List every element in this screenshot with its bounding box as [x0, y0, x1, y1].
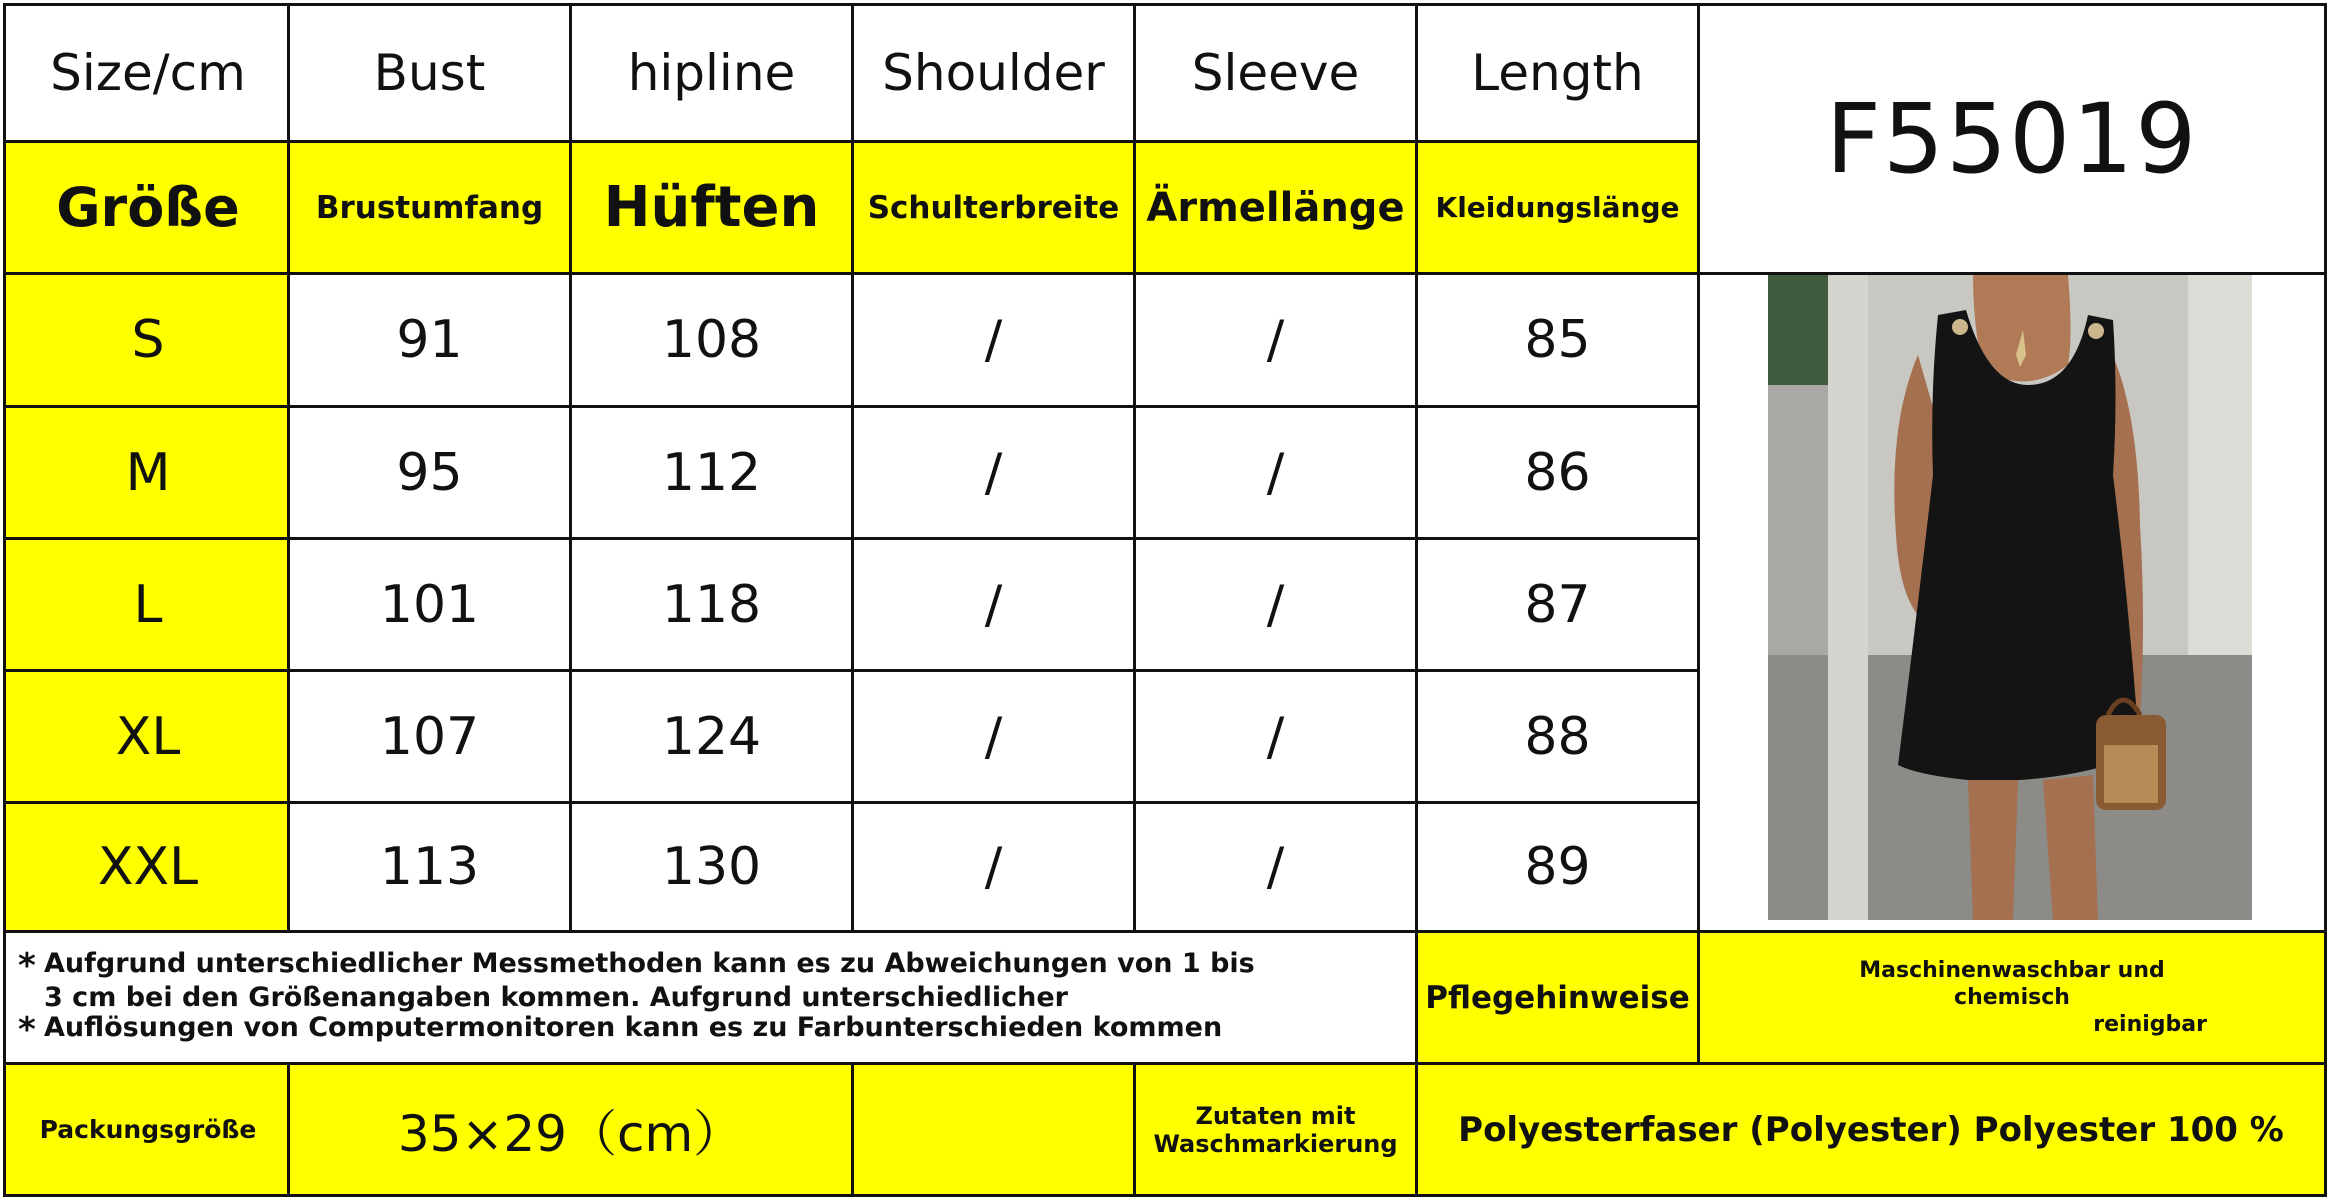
ingredients-line-1: Zutaten mit — [1195, 1101, 1356, 1130]
cell-length — [1415, 405, 1700, 540]
cell-shoulder — [851, 405, 1136, 540]
product-photo — [1768, 275, 2252, 920]
cell-sleeve — [1133, 537, 1418, 672]
note-line-2 — [18, 983, 1255, 1013]
german-header-length — [1415, 140, 1700, 275]
ingredients-line-2: Waschmarkierung — [1153, 1129, 1398, 1158]
header-hipline-text: hipline — [627, 44, 796, 102]
note-star-2: * — [18, 1009, 36, 1050]
cell-sleeve — [1133, 272, 1418, 408]
cell-sleeve-text: / — [1266, 837, 1285, 897]
cell-hipline — [569, 669, 854, 804]
cell-shoulder — [851, 801, 1136, 933]
cell-bust-text: 95 — [396, 442, 463, 503]
note-line-3-text: Auflösungen von Computermonitoren kann es zu Farbunterschieden kommen — [44, 1011, 1223, 1043]
cell-length-text: 85 — [1524, 310, 1591, 370]
packing-label — [3, 1062, 293, 1197]
note-line-3 — [18, 1009, 1255, 1050]
german-header-sleeve — [1133, 140, 1418, 275]
dress-illustration — [1768, 275, 2252, 920]
table-row-size — [3, 405, 293, 540]
material-text: Polyesterfaser (Polyester) Polyester 100 % — [1458, 1109, 2284, 1150]
cell-hipline — [569, 272, 854, 408]
care-text — [1817, 957, 2207, 1038]
cell-sleeve — [1133, 801, 1418, 933]
header-length — [1415, 3, 1700, 143]
packing-size — [287, 1062, 854, 1197]
cell-length-text: 88 — [1524, 706, 1591, 767]
german-header-shoulder — [851, 140, 1136, 275]
cell-shoulder-text: / — [984, 837, 1003, 897]
cell-hipline-text: 108 — [661, 310, 762, 370]
cell-bust — [287, 801, 572, 933]
cell-bust-text: 91 — [396, 310, 463, 370]
header-bust — [287, 3, 572, 143]
cell-bust — [287, 669, 572, 804]
header-bust-text: Bust — [373, 44, 486, 102]
cell-size: XL — [115, 706, 181, 767]
cell-length — [1415, 272, 1700, 408]
cell-sleeve — [1133, 669, 1418, 804]
header-shoulder-text: Shoulder — [882, 44, 1105, 102]
cell-shoulder-text: / — [984, 310, 1003, 370]
german-header-sleeve-text: Ärmellänge — [1146, 184, 1405, 231]
cell-shoulder — [851, 537, 1136, 672]
note-line-1-text: Aufgrund unterschiedlicher Messmethoden kann es zu Abweichungen von 1 bis — [44, 947, 1255, 979]
header-hipline — [569, 3, 854, 143]
cell-sleeve — [1133, 405, 1418, 540]
cell-size: XXL — [97, 837, 199, 897]
ingredients-label — [1133, 1062, 1418, 1197]
cell-bust-text: 107 — [379, 706, 480, 767]
cell-hipline-text: 118 — [661, 574, 762, 635]
cell-shoulder — [851, 272, 1136, 408]
cell-sleeve-text: / — [1266, 442, 1285, 503]
german-header-shoulder-text: Schulterbreite — [867, 189, 1120, 226]
note-star-1: * — [18, 945, 36, 986]
care-label-text: Pflegehinweise — [1425, 979, 1690, 1016]
header-shoulder — [851, 3, 1136, 143]
care-line-2: reinigbar — [2093, 1012, 2207, 1037]
cell-length — [1415, 669, 1700, 804]
note-line-2-text: 3 cm bei den Größenangaben kommen. Aufgrund unterschiedlicher — [44, 981, 1068, 1013]
ingredients-text — [1153, 1102, 1397, 1158]
cell-shoulder-text: / — [984, 574, 1003, 635]
cell-length — [1415, 801, 1700, 933]
note-text — [18, 945, 1255, 1050]
product-code — [1697, 3, 2327, 275]
table-row-size — [3, 801, 293, 933]
cell-sleeve-text: / — [1266, 310, 1285, 370]
cell-shoulder — [851, 669, 1136, 804]
cell-shoulder-text: / — [984, 442, 1003, 503]
table-row-size — [3, 537, 293, 672]
cell-sleeve-text: / — [1266, 574, 1285, 635]
header-sleeve-text: Sleeve — [1191, 44, 1360, 102]
cell-bust — [287, 272, 572, 408]
packing-label-text: Packungsgröße — [39, 1115, 257, 1144]
cell-size: S — [131, 310, 165, 370]
care-instructions — [1697, 930, 2327, 1065]
german-header-length-text: Kleidungslänge — [1435, 191, 1680, 224]
product-code-text: F55019 — [1825, 83, 2199, 195]
cell-size: L — [133, 574, 163, 635]
cell-bust-text: 113 — [379, 837, 480, 897]
cell-length-text: 89 — [1524, 837, 1591, 897]
header-sleeve — [1133, 3, 1418, 143]
german-header-bust-text: Brustumfang — [315, 189, 544, 226]
german-header-bust — [287, 140, 572, 275]
note-line-1 — [18, 945, 1255, 986]
cell-shoulder-text: / — [984, 706, 1003, 767]
table-row-size — [3, 272, 293, 408]
measurement-note — [3, 930, 1418, 1065]
cell-bust-text: 101 — [379, 574, 480, 635]
care-line-1: Maschinenwaschbar und chemisch — [1859, 958, 2165, 1010]
cell-hipline — [569, 801, 854, 933]
german-header-size-text: Größe — [56, 176, 240, 239]
cell-length-text: 87 — [1524, 574, 1591, 635]
header-size — [3, 3, 293, 143]
cell-bust — [287, 405, 572, 540]
german-header-hipline-text: Hüften — [603, 175, 820, 240]
cell-hipline-text: 112 — [661, 442, 762, 503]
cell-hipline-text: 130 — [661, 837, 762, 897]
cell-size: M — [125, 442, 171, 503]
cell-hipline — [569, 405, 854, 540]
packing-size-text: 35×29（cm） — [397, 1104, 744, 1163]
empty-cell — [851, 1062, 1136, 1197]
care-label — [1415, 930, 1700, 1065]
german-header-size — [3, 140, 293, 275]
material-composition — [1415, 1062, 2327, 1197]
cell-sleeve-text: / — [1266, 706, 1285, 767]
cell-length — [1415, 537, 1700, 672]
table-row-size — [3, 669, 293, 804]
header-size-text: Size/cm — [50, 44, 246, 102]
header-length-text: Length — [1471, 44, 1644, 102]
cell-hipline-text: 124 — [661, 706, 762, 767]
german-header-hipline — [569, 140, 854, 275]
cell-hipline — [569, 537, 854, 672]
cell-length-text: 86 — [1524, 442, 1591, 503]
cell-bust — [287, 537, 572, 672]
